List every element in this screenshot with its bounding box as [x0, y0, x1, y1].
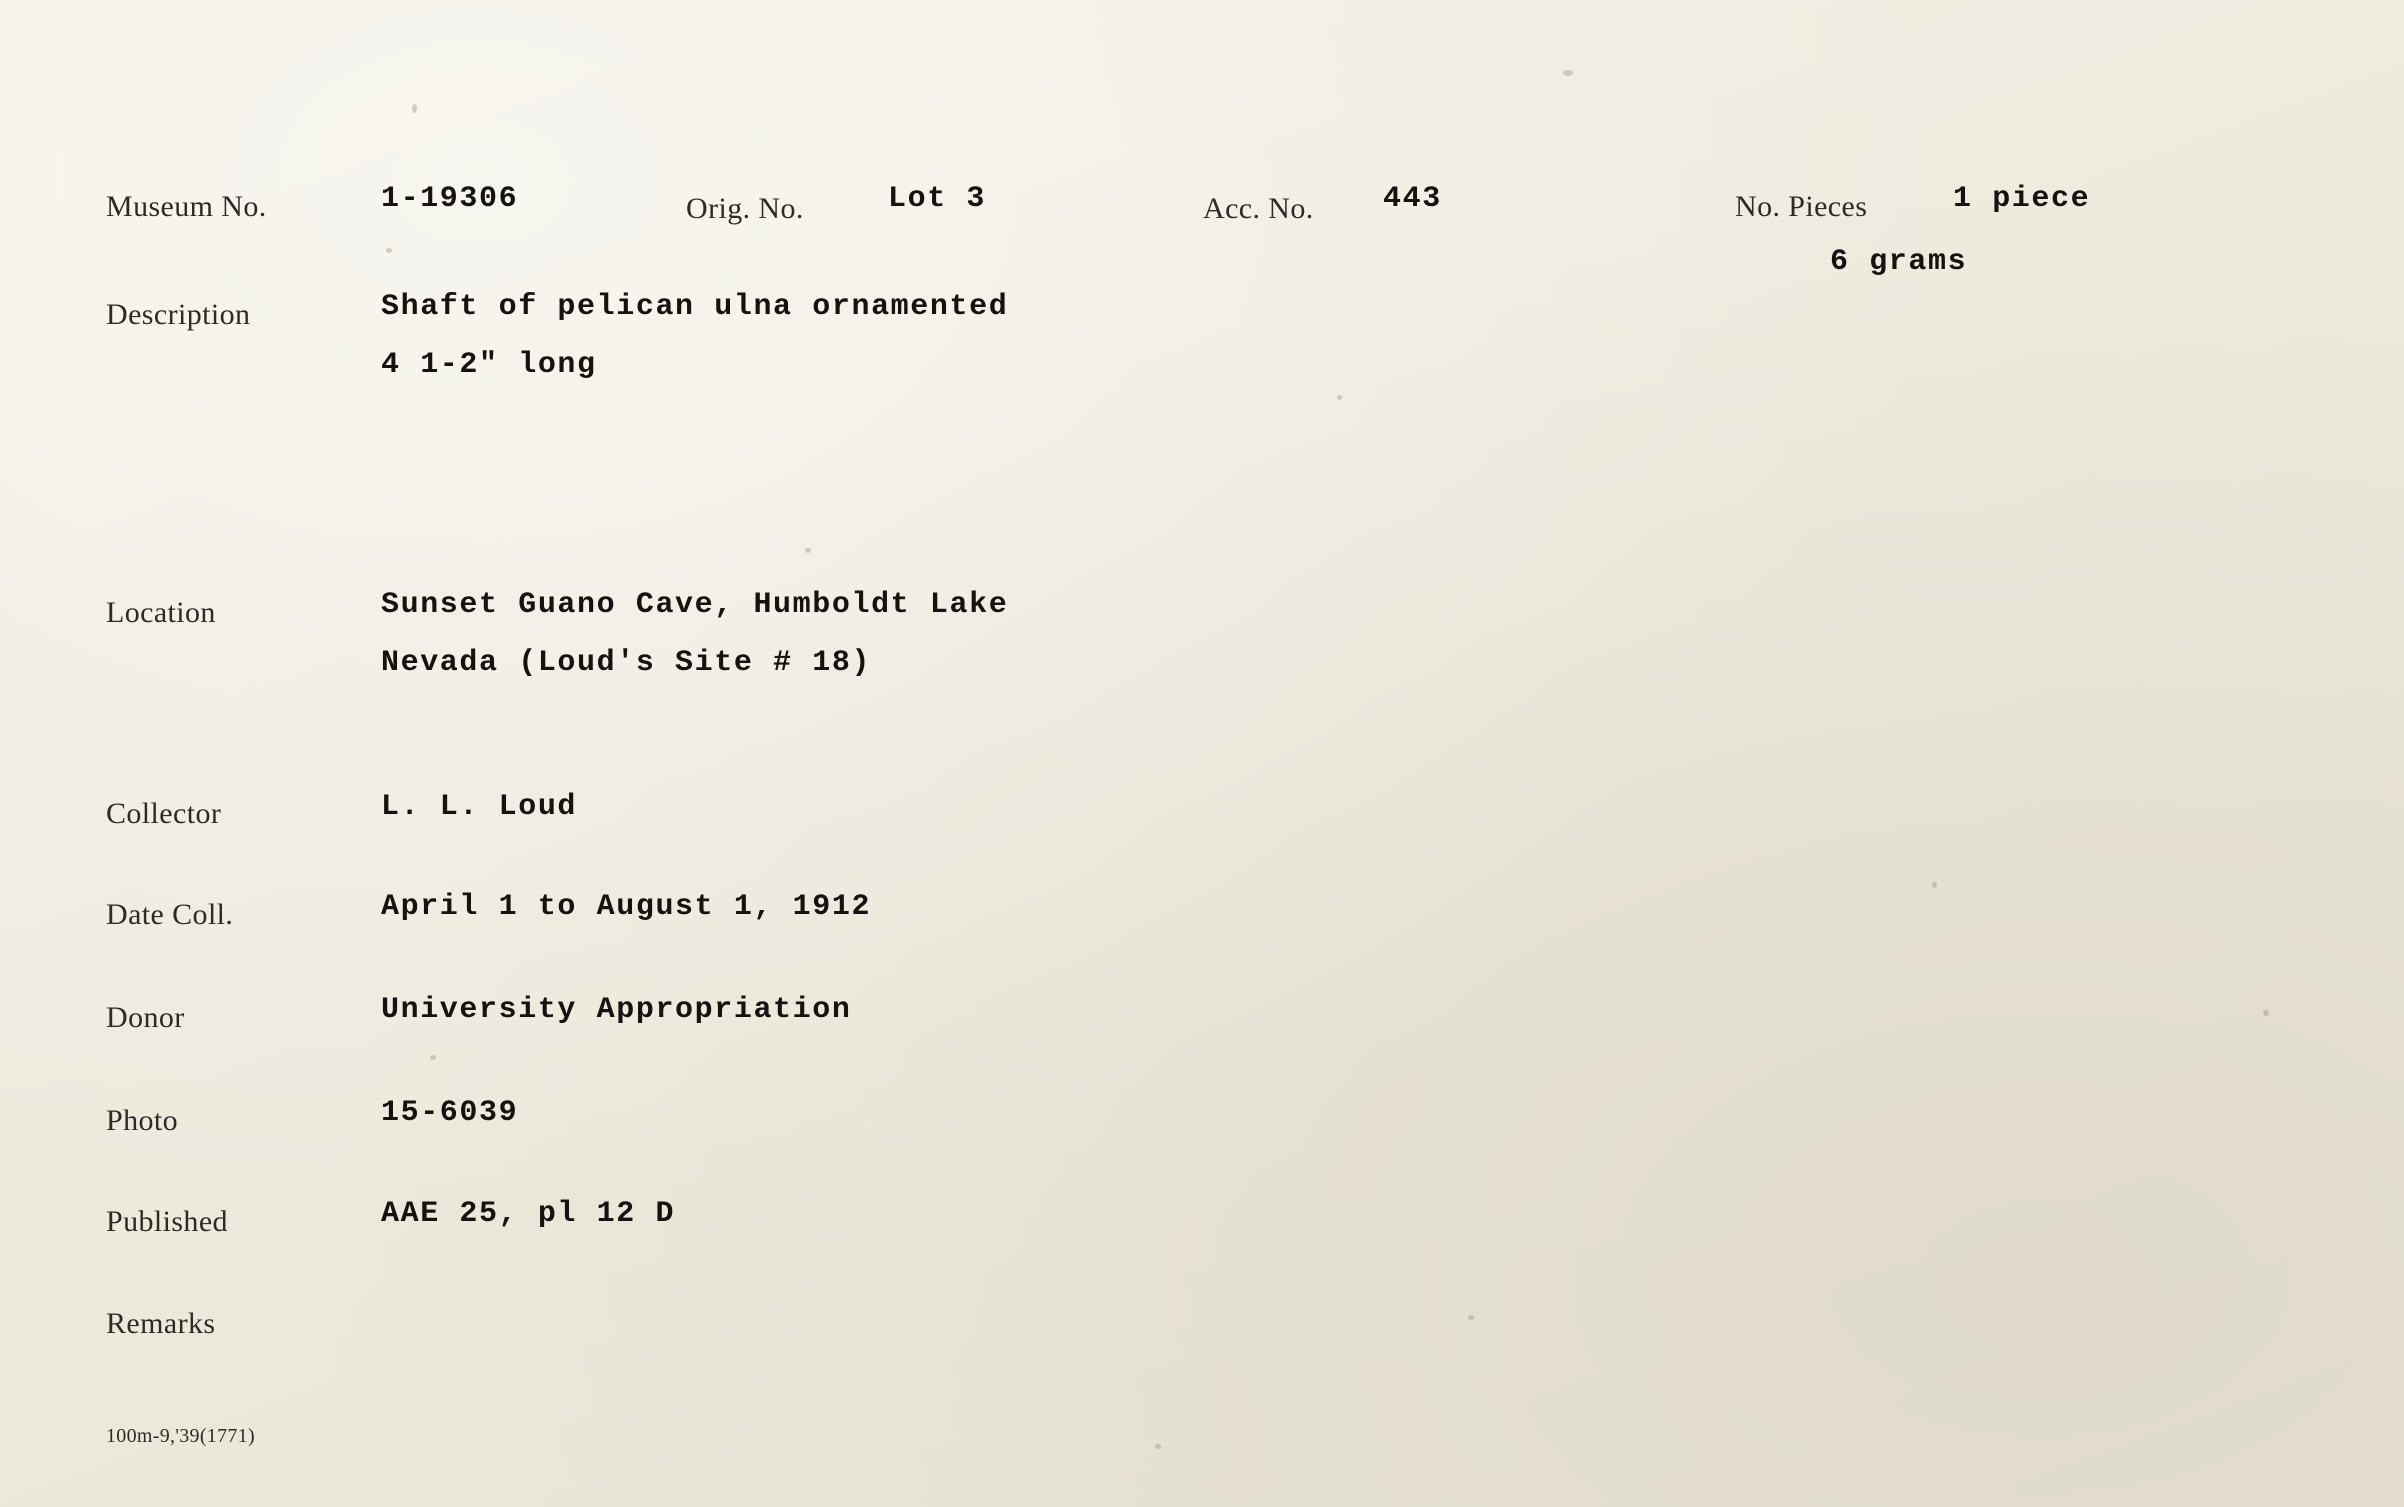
paper-speckle — [1155, 1444, 1161, 1449]
no-pieces-value: 1 piece — [1953, 182, 2091, 216]
description-value-line1: Shaft of pelican ulna ornamented — [381, 290, 1009, 324]
date-coll-label: Date Coll. — [106, 898, 234, 931]
location-value-line2: Nevada (Loud's Site # 18) — [381, 646, 872, 680]
weight-value: 6 grams — [1830, 245, 1968, 279]
donor-value: University Appropriation — [381, 993, 852, 1027]
orig-no-label: Orig. No. — [686, 192, 804, 225]
paper-speckle — [1337, 395, 1342, 400]
paper-speckle — [2263, 1010, 2269, 1016]
form-code: 100m-9,'39(1771) — [106, 1425, 255, 1447]
paper-speckle — [412, 104, 417, 113]
no-pieces-label: No. Pieces — [1735, 190, 1868, 223]
acc-no-label: Acc. No. — [1203, 192, 1314, 225]
date-coll-value: April 1 to August 1, 1912 — [381, 890, 872, 924]
location-label: Location — [106, 596, 216, 629]
collector-label: Collector — [106, 797, 222, 830]
description-label: Description — [106, 298, 251, 331]
paper-speckle — [430, 1055, 436, 1060]
collector-value: L. L. Loud — [381, 790, 578, 824]
remarks-label: Remarks — [106, 1307, 216, 1340]
photo-value: 15-6039 — [381, 1096, 519, 1130]
donor-label: Donor — [106, 1001, 185, 1034]
paper-speckle — [805, 548, 811, 553]
paper-speckle — [1563, 70, 1573, 76]
orig-no-value: Lot 3 — [888, 182, 987, 216]
description-value-line2: 4 1-2" long — [381, 348, 597, 382]
photo-label: Photo — [106, 1104, 179, 1137]
acc-no-value: 443 — [1383, 182, 1442, 216]
location-value-line1: Sunset Guano Cave, Humboldt Lake — [381, 588, 1009, 622]
paper-speckle — [1468, 1315, 1474, 1320]
published-label: Published — [106, 1205, 228, 1238]
paper-speckle — [1932, 882, 1937, 888]
paper-speckle — [386, 248, 392, 253]
museum-no-label: Museum No. — [106, 190, 267, 223]
museum-no-value: 1-19306 — [381, 182, 519, 216]
published-value: AAE 25, pl 12 D — [381, 1197, 676, 1231]
